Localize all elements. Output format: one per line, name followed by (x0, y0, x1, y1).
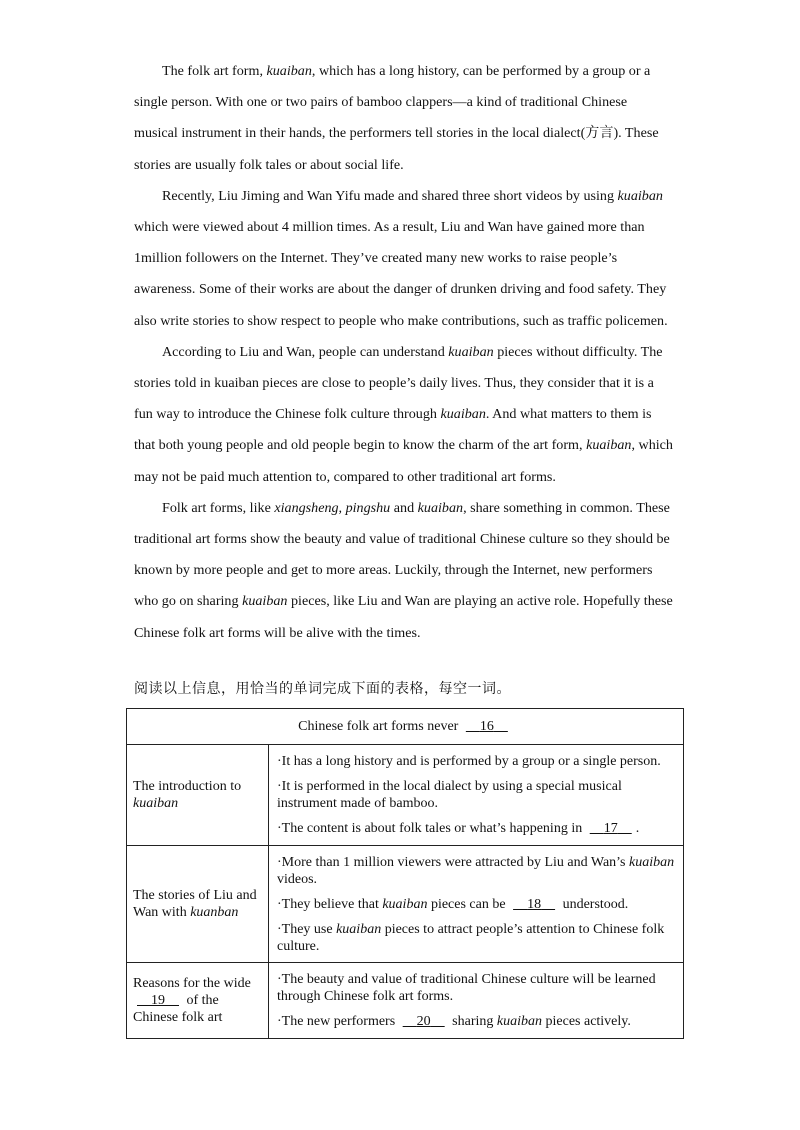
text: The folk art form, (162, 63, 263, 79)
row-label: The introduction to kuaiban (127, 745, 269, 846)
table-row (127, 963, 684, 1039)
bullet: ·The content is about folk tales or what’s happening in 17 . (277, 821, 640, 836)
text: pieces, like Liu and Wan are playing an active role. Hopefully these Chinese folk art forms will be alive with the times. (134, 593, 673, 641)
text: which were viewed about 4 million times. As a result, Liu and Wan have gained more than 1million followers on the Internet. They’ve created many new works to raise people’s awareness. Some of their works are about the danger of drunken driving and food safety. They also write stories to show respect to people who make contributions, such as traffic policemen. (134, 219, 668, 329)
blank-20[interactable]: 20 (416, 1014, 431, 1029)
bullet: ·It is performed in the local dialect by using a special musical instrument made of bamboo. (277, 779, 622, 811)
text: . And what matters to them is that both young people and old people begin to know the charm of the art form, (134, 406, 652, 454)
paragraph-4 (134, 493, 674, 649)
bullet: ·More than 1 million viewers were attracted by Liu and Wan’s kuaiban videos. (277, 854, 675, 887)
paragraph-2 (134, 181, 674, 337)
row-content (269, 745, 684, 846)
blank-18[interactable]: 18 (527, 896, 542, 912)
table-row (127, 745, 684, 846)
blank-19[interactable]: 19 (151, 993, 165, 1008)
bullet: ·The new performers 20 sharing kuaiban pieces actively. (277, 1014, 631, 1029)
term-kuaiban: kuaiban (617, 187, 663, 204)
table-title-row (127, 709, 684, 745)
term-xiangsheng-pingshu: xiangsheng, pingshu (274, 499, 391, 516)
answer-table (126, 708, 684, 1039)
row-content (269, 846, 684, 963)
text: Recently, Liu Jiming and Wan Yifu made and shared three short videos by using (162, 187, 614, 204)
text: pieces without difficulty. The stories told in kuaiban pieces are close to people’s daily lives. Thus, they consider that it is a fun way to introduce the Chinese folk culture through (134, 343, 663, 423)
text: Folk art forms, like (162, 499, 271, 516)
row-content (269, 963, 684, 1039)
text: According to Liu and Wan, people can understand (162, 343, 445, 360)
bullet: ·The beauty and value of traditional Chinese culture will be learned through Chinese folk art forms. (277, 972, 656, 1004)
blank-16[interactable]: 16 (479, 719, 494, 734)
paragraph-3 (134, 337, 674, 493)
term-kuaiban: kuaiban (266, 63, 312, 79)
term-kuaiban: kuaiban (440, 406, 486, 423)
text: , which may not be paid much attention to, compared to other traditional art forms. (134, 437, 673, 485)
bullet: ·They use kuaiban pieces to attract people’s attention to Chinese folk culture. (277, 921, 665, 954)
blank-17[interactable]: 17 (603, 821, 618, 836)
term-kuaiban: kuaiban (417, 499, 464, 516)
row-label: The stories of Liu and Wan with kuanban (127, 846, 269, 963)
instruction: 阅读以上信息，用恰当的单词完成下面的表格，每空一词。 (134, 681, 511, 697)
table-title: Chinese folk art forms never 16 (127, 709, 684, 745)
text: and (393, 499, 415, 516)
term-kuaiban: kuaiban (586, 437, 632, 454)
paragraph-1 (134, 56, 674, 181)
reading-passage (134, 56, 674, 649)
term-kuaiban: kuaiban (448, 343, 494, 360)
bullet: ·They believe that kuaiban pieces can be 18 understood. (277, 896, 629, 912)
text: , which has a long history, can be performed by a group or a single person. With one or two pairs of bamboo clappers—a kind of traditional Chinese musical instrument in their hands, the performers tell stories in the local dialect(方言). These stories are usually folk tales or about social life. (134, 63, 659, 173)
bullet: ·It has a long history and is performed by a group or a single person. (277, 754, 661, 769)
row-label: Reasons for the wide 19 of the Chinese folk art (127, 963, 269, 1039)
text: , share something in common. These traditional art forms show the beauty and value of traditional Chinese culture so they should be known by more people and get to more areas. Luckily, through the Internet, new performers who go on sharing (134, 499, 670, 610)
table-row (127, 846, 684, 963)
term-kuaiban: kuaiban (242, 593, 288, 610)
